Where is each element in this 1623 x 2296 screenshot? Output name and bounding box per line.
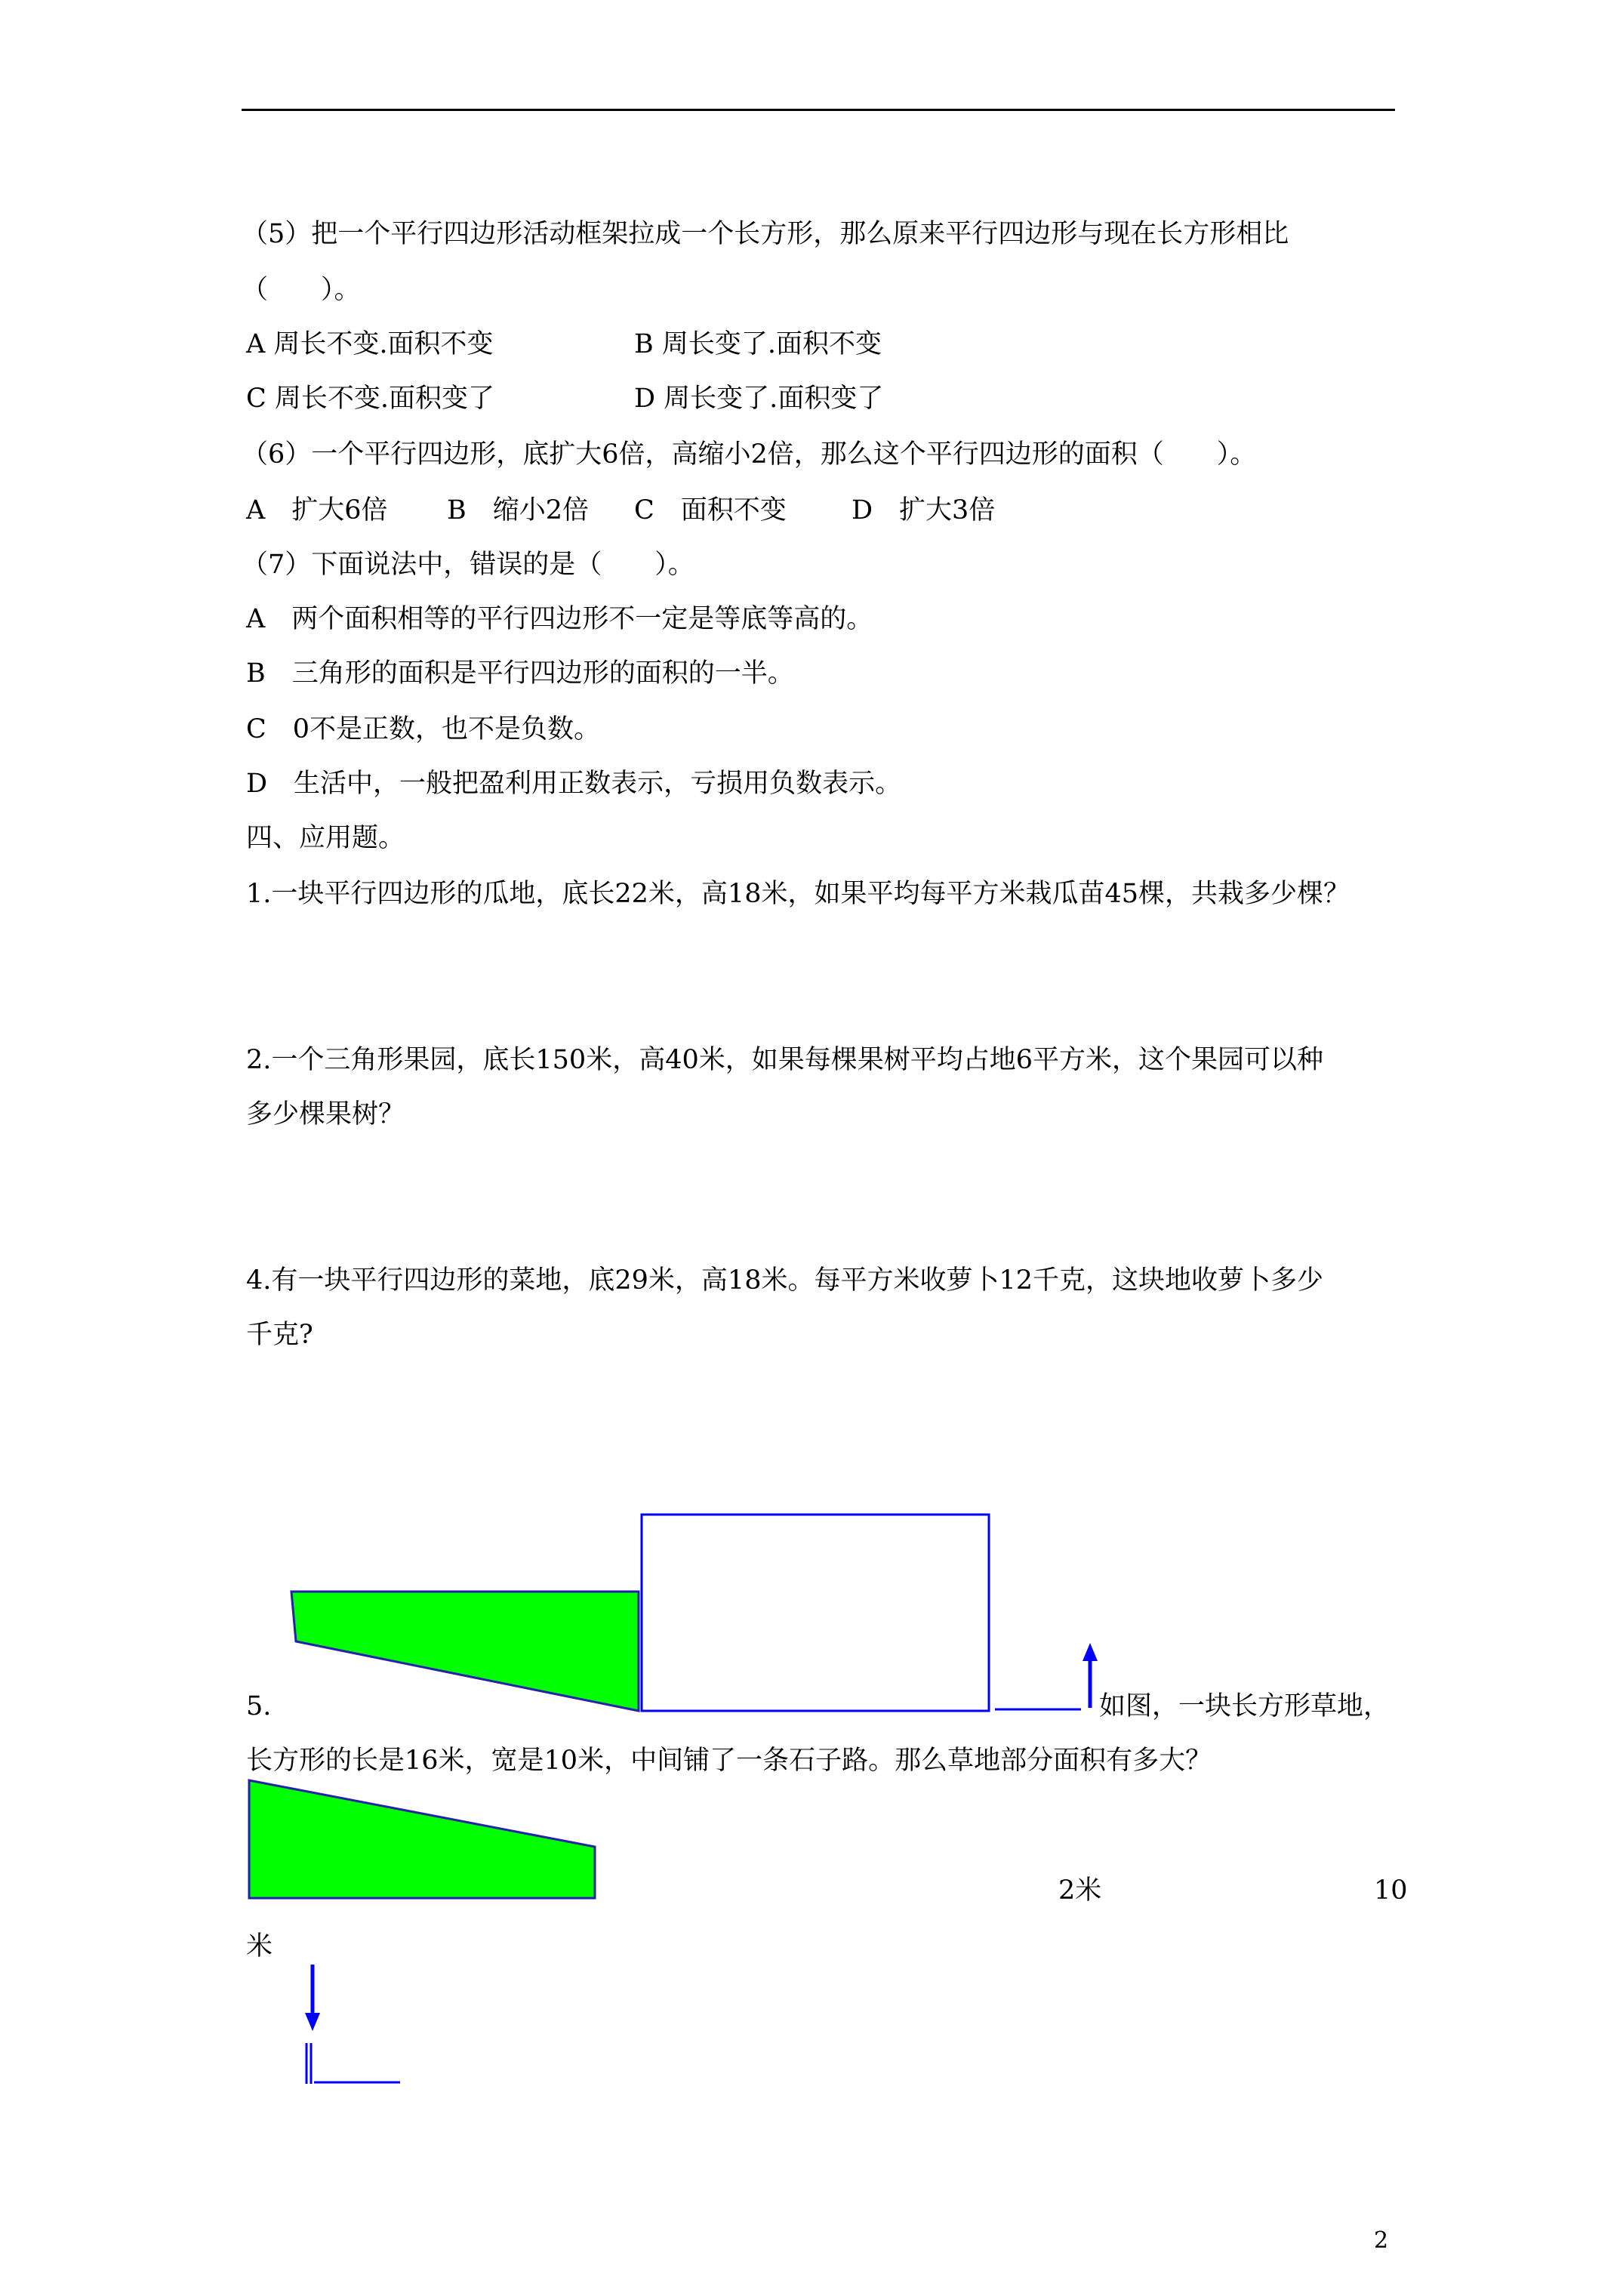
q5-option-c: C 周长不变.面积变了 <box>246 384 495 414</box>
label-mi: 米 <box>246 1931 273 1962</box>
green-trapezoid-upper <box>291 1592 639 1711</box>
problem-5-number: 5. <box>246 1691 272 1721</box>
lawn-rectangle <box>642 1515 989 1711</box>
section-title: 四、应用题。 <box>246 823 405 853</box>
q6-option-b: B 缩小2倍 <box>447 495 589 525</box>
problem-2-line2: 多少棵果树？ <box>246 1099 405 1130</box>
label-2m: 2米 <box>1058 1875 1102 1906</box>
q5-option-a: A 周长不变.面积不变 <box>246 329 494 359</box>
page-number: 2 <box>1374 2227 1389 2254</box>
q7-option-d: D 生活中，一般把盈利用正数表示，亏损用负数表示。 <box>246 769 902 799</box>
q6-option-a: A 扩大6倍 <box>246 495 388 525</box>
q7-option-a: A 两个面积相等的平行四边形不一定是等底等高的。 <box>246 604 873 634</box>
q6-option-d: D 扩大3倍 <box>852 495 996 525</box>
problem-2-line1: 2.一个三角形果园，底长150米，高40米，如果每棵果树平均占地6平方米，这个果园可以种 <box>246 1045 1324 1075</box>
q5-stem-line1: （5）把一个平行四边形活动框架拉成一个长方形，那么原来平行四边形与现在长方形相比 <box>242 219 1289 249</box>
problem-4-line2: 千克? <box>246 1320 313 1350</box>
q5-option-b: B 周长变了.面积不变 <box>634 329 882 359</box>
up-arrow-head <box>1083 1643 1098 1661</box>
q7-stem: （7）下面说法中，错误的是（ ）。 <box>242 550 694 580</box>
problem-5-line2: 长方形的长是16米，宽是10米，中间铺了一条石子路。那么草地部分面积有多大？ <box>246 1746 1212 1776</box>
problem-5-line1: 如图，一块长方形草地， <box>1099 1691 1390 1721</box>
q5-option-d: D 周长变了.面积变了 <box>634 384 884 414</box>
q5-stem-line2: （ ）。 <box>242 275 361 305</box>
q6-stem: （6）一个平行四边形，底扩大6倍，高缩小2倍，那么这个平行四边形的面积（ ）。 <box>242 439 1257 470</box>
label-10: 10 <box>1374 1875 1408 1906</box>
q7-option-c: C 0不是正数，也不是负数。 <box>246 714 601 744</box>
q6-option-c: C 面积不变 <box>634 495 787 525</box>
q7-option-b: B 三角形的面积是平行四边形的面积的一半。 <box>246 658 794 689</box>
green-trapezoid-lower <box>249 1780 595 1898</box>
problem-4-line1: 4.有一块平行四边形的菜地，底29米，高18米。每平方米收萝卜12千克，这块地收萝卜多少 <box>246 1265 1324 1296</box>
down-arrow-head <box>305 2013 320 2031</box>
problem-1: 1.一块平行四边形的瓜地，底长22米，高18米，如果平均每平方米栽瓜苗45棵，共栽多少棵？ <box>246 879 1350 909</box>
